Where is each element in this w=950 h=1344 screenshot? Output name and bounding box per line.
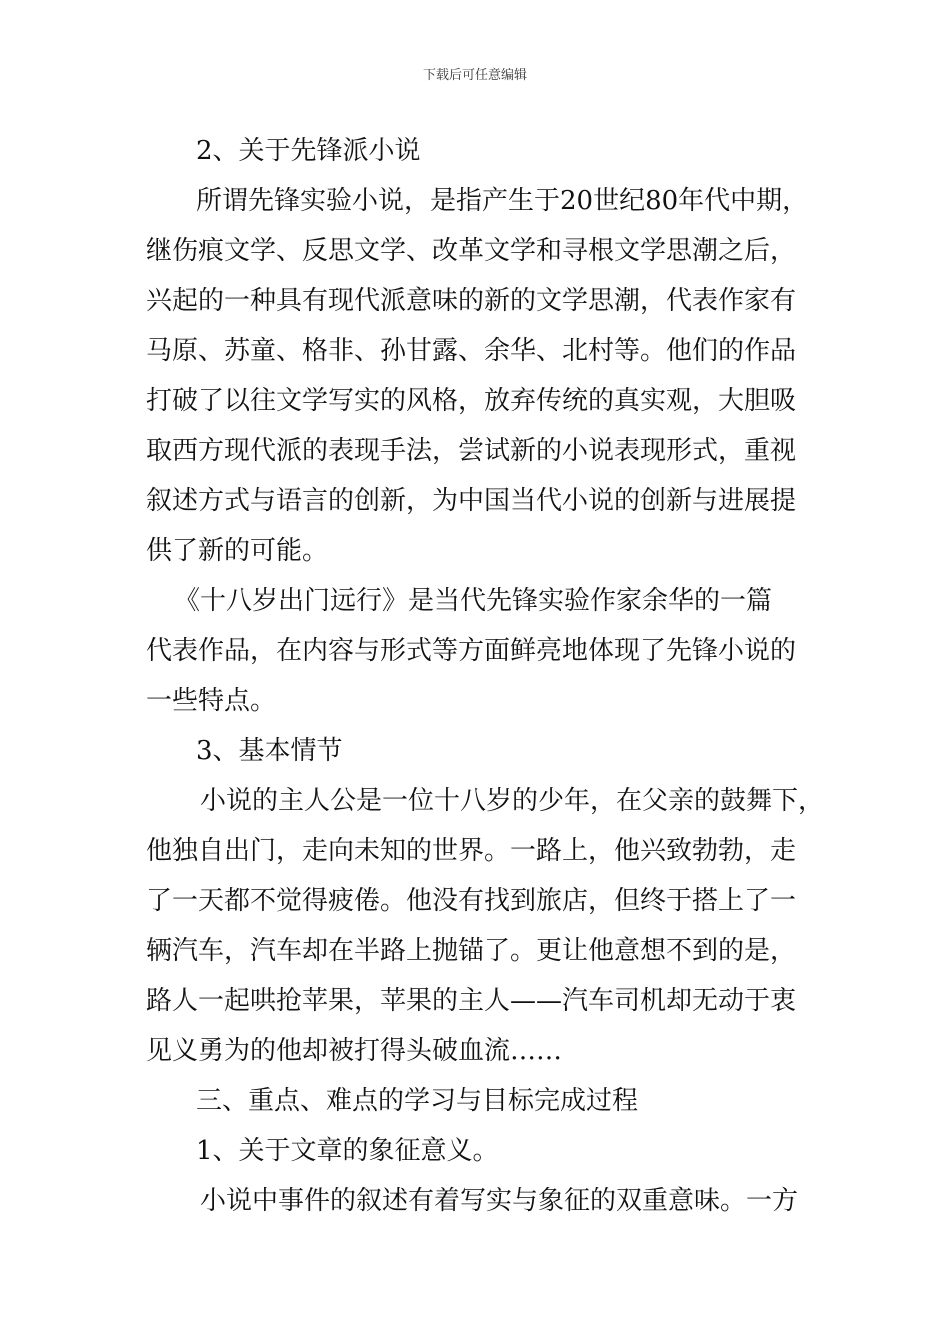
page-header: 下载后可任意编辑 <box>422 68 527 83</box>
paragraph-line: 兴起的一种具有现代派意味的新的文学思潮，代表作家有 <box>146 286 797 316</box>
paragraph-line: 继伤痕文学、反思文学、改革文学和寻根文学思潮之后， <box>146 236 797 266</box>
section-heading-symbolism: 1、关于文章的象征意义。 <box>196 1136 499 1166</box>
paragraph-line: 叙述方式与语言的创新，为中国当代小说的创新与进展提 <box>146 486 797 516</box>
paragraph-line: 所谓先锋实验小说，是指产生于20世纪80年代中期， <box>196 186 809 216</box>
paragraph-line: 小说的主人公是一位十八岁的少年，在父亲的鼓舞下， <box>200 786 825 816</box>
section-heading-key-points: 三、重点、难点的学习与目标完成过程 <box>196 1086 639 1116</box>
paragraph-line: 马原、苏童、格非、孙甘露、余华、北村等。他们的作品 <box>146 336 797 366</box>
paragraph-line: 了一天都不觉得疲倦。他没有找到旅店，但终于搭上了一 <box>146 886 797 916</box>
paragraph-line: 打破了以往文学写实的风格，放弃传统的真实观，大胆吸 <box>146 386 797 416</box>
paragraph-line: 供了新的可能。 <box>146 536 329 566</box>
paragraph-line: 《十八岁出门远行》是当代先锋实验作家余华的一篇 <box>174 586 773 616</box>
paragraph-line: 辆汽车，汽车却在半路上抛锚了。更让他意想不到的是， <box>146 936 797 966</box>
paragraph-line: 一些特点。 <box>146 686 277 716</box>
paragraph-line: 小说中事件的叙述有着写实与象征的双重意味。一方 <box>200 1186 799 1216</box>
paragraph-line: 路人一起哄抢苹果，苹果的主人——汽车司机却无动于衷 <box>146 986 797 1016</box>
paragraph-line: 代表作品，在内容与形式等方面鲜亮地体现了先锋小说的 <box>146 636 797 666</box>
section-heading-avant-garde: 2、关于先锋派小说 <box>196 136 421 166</box>
paragraph-line: 见义勇为的他却被打得头破血流…… <box>146 1036 563 1066</box>
paragraph-line: 取西方现代派的表现手法，尝试新的小说表现形式，重视 <box>146 436 797 466</box>
paragraph-line: 他独自出门，走向未知的世界。一路上，他兴致勃勃，走 <box>146 836 797 866</box>
section-heading-plot: 3、基本情节 <box>196 736 343 766</box>
